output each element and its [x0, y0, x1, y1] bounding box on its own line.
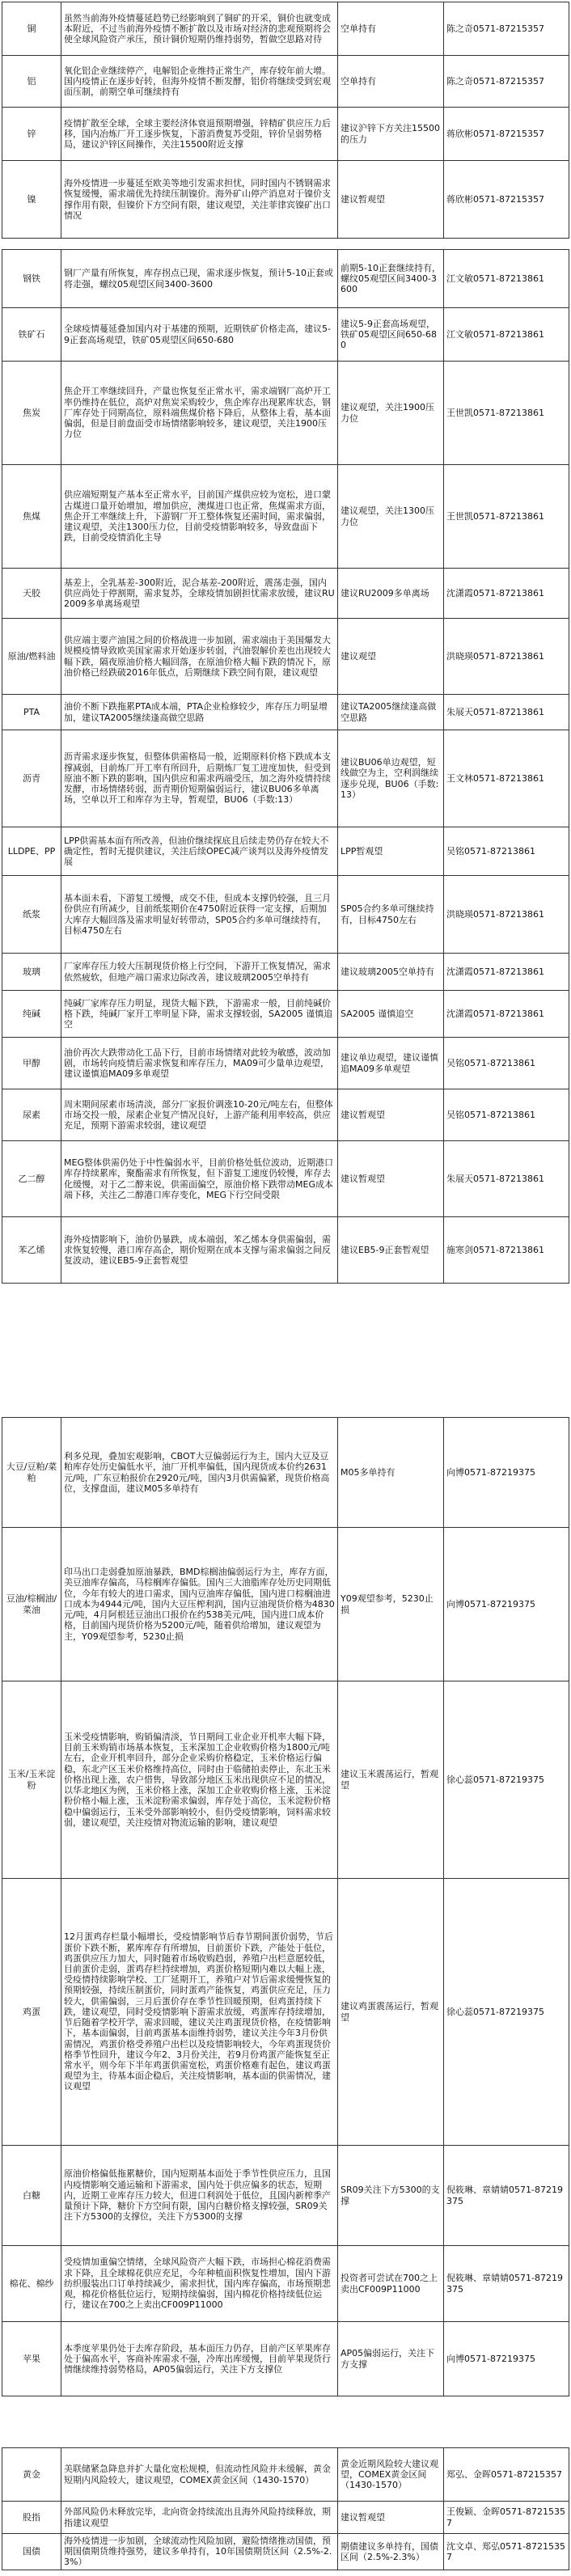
- commodity-name: 苯乙烯: [2, 1217, 61, 1284]
- table-row: [2, 108, 569, 161]
- commodity-name: 纸浆: [2, 876, 61, 954]
- commodity-name: 乙二醇: [2, 1141, 61, 1217]
- commodity-name: 玉米/玉米淀粉: [2, 1681, 61, 1879]
- table-row: [2, 308, 569, 362]
- table-row: [2, 2, 569, 56]
- strategy-view: 空单持有: [338, 56, 444, 108]
- commodity-name: 鸡蛋: [2, 1879, 61, 2146]
- strategy-view: 建议单边观望，建议谨慎追MA09多单观望: [338, 1038, 444, 1089]
- analyst-contact: 陈之奇0571-87215357: [444, 56, 569, 108]
- market-analysis: 厂家库存压力较大压制现货价格上行空间，下游开工恢复情况，需求依然疲软，但地产端口需求边际改善，建议玻璃2005空单持有: [61, 954, 338, 991]
- strategy-view: AP05偏弱运行，关注下方支撑: [338, 2322, 444, 2396]
- table-row: [2, 2322, 569, 2396]
- analyst-contact: 王文林0571-87213861: [444, 730, 569, 827]
- commodity-name: 镍: [2, 161, 61, 239]
- analyst-contact: 朱展天0571-87213861: [444, 695, 569, 730]
- table-row: [2, 1141, 569, 1217]
- strategy-view: 建议TA2005继续逢高做空思路: [338, 695, 444, 730]
- market-analysis: 钢厂产量有所恢复，库存拐点已现，需求逐步恢复，预计5-10正套或将走强，螺纹05观望区间3400-3600: [61, 250, 338, 308]
- analyst-contact: 徐心蕊0571-87219375: [444, 1681, 569, 1879]
- strategy-view: 空单持有: [338, 2, 444, 56]
- analyst-contact: 蒋欣彬0571-87215357: [444, 108, 569, 161]
- commodity-name: LLDPE、PP: [2, 827, 61, 876]
- table-row: [2, 695, 569, 730]
- strategy-view: 建议BU06单边观望，短线做空为主，空利润继续逐步兑现，BU06（手数:13）: [338, 730, 444, 827]
- strategy-view: 前期5-10正套继续持有，螺纹05观望区间3400-3600: [338, 250, 444, 308]
- market-analysis: 油价再次大跌带动化工品下行，目前市场情绪对此较为敏感，波动加剧，市场转向疫情后需求恢复和库存压力，MA09可少量单边观望，建议谨慎追MA09多单观望: [61, 1038, 338, 1089]
- strategy-view: 建议5-9正套高场观望，铁矿05观望区间650-680: [338, 308, 444, 362]
- black-chem-table: [2, 249, 569, 1284]
- analyst-contact: 蒋欣彬0571-87215357: [444, 161, 569, 239]
- table-row: [2, 1418, 569, 1528]
- table-row: [2, 2146, 569, 2246]
- commodity-name: 股指: [2, 2502, 61, 2534]
- table-row: [2, 1879, 569, 2146]
- strategy-view: 期债建议多单持有，国债区间（2.5%-2.3%）: [338, 2534, 444, 2570]
- commodity-name: 铁矿石: [2, 308, 61, 362]
- strategy-view: SP05合约多单可继续持有，目标4750左右: [338, 876, 444, 954]
- strategy-view: 黄金近期风险较大建议观望，COMEX黄金区间（1430-1570）: [338, 2448, 444, 2502]
- table-row: [2, 362, 569, 465]
- analyst-contact: 沈文卓、郑弘0571-87215357: [444, 2534, 569, 2570]
- market-analysis: 基差上，全乳基差-300附近，泥合基差-200附近，震荡走强，国内供应尚处于停割期，需求复苏，全球疫情加剧担忧需求放缓，建议RU2009多单离场观望: [61, 569, 338, 619]
- strategy-view: LPP暂观望: [338, 827, 444, 876]
- market-analysis: 疫情扩散至全球，全球主要经济体衰退预期增强，锌精矿供应压力后移，国内冶炼厂开工逐步恢复，下游消费复苏受阻，锌价呈弱势格局，建议沪锌区间操作，关注15500附近支撑: [61, 108, 338, 161]
- strategy-view: 建议观望，关注1900压力位: [338, 362, 444, 465]
- market-analysis: 海外疫情进一步蔓延至欧美等地引发需求担忧，同时国内不锈钢需求恢复缓慢，需求端优先持续压制镍价。海外矿山停产消息对于镍价支撑作用有限，但镍价下方空间有限，建议观望，关注菲律宾镍矿出口情况: [61, 161, 338, 239]
- table-row: [2, 1528, 569, 1681]
- agri-table: [2, 1417, 569, 2396]
- strategy-view: 建议鸡蛋震荡运行，暂观望: [338, 1879, 444, 2146]
- financial-table: [2, 2447, 569, 2570]
- analyst-contact: 朱展天0571-87213861: [444, 1141, 569, 1217]
- strategy-view: 建议暂观望: [338, 2502, 444, 2534]
- commodity-name: 铝: [2, 56, 61, 108]
- commodity-name: 纯碱: [2, 991, 61, 1038]
- analyst-contact: 向博0571-87219375: [444, 1528, 569, 1681]
- market-analysis: 全球疫情蔓延叠加国内对于基建的预期，近期铁矿价格走高，建议5-9正套高场观望，铁矿05观望区间650-680: [61, 308, 338, 362]
- table-row: [2, 1038, 569, 1089]
- analyst-contact: 王俊颖、金晖0571-87215357: [444, 2502, 569, 2534]
- analyst-contact: 吴铭0571-87213861: [444, 1089, 569, 1141]
- market-analysis: 纯碱厂家库存压力明显，现货大幅下跌，下游需求一般，目前纯碱价格下跌，纯碱厂家开工率明显下降，需求支撑较弱，SA2005 谨慎追空: [61, 991, 338, 1038]
- commodity-name: 沥青: [2, 730, 61, 827]
- table-row: [2, 619, 569, 695]
- table-row: [2, 56, 569, 108]
- market-analysis: 周末期间尿素市场清淡，部分厂家报价调涨10-20元/吨左右，但整体市场交投一般，尿素企业复产情况良好，上游产能利用率较高，供应充足，预期下游需求较弱，建议观望: [61, 1089, 338, 1141]
- strategy-view: 建议沪锌下方关注15500的压力: [338, 108, 444, 161]
- analyst-contact: 洪晓瑛0571-87213861: [444, 876, 569, 954]
- strategy-view: 建议玻璃2005空单持有: [338, 954, 444, 991]
- commodity-name: 国债: [2, 2534, 61, 2570]
- market-analysis: 12月蛋鸡存栏量小幅增长，受疫情影响节后春节期间蛋价弱势，节后蛋价下跌不断，累库库存有所增加，目前蛋价下跌，产能处于低位，鸡蛋供应压力加大，同时随着市场收购趋弱，养殖户出栏意愿较低，目前蛋价走弱，蛋鸡存栏持续增加，鸡蛋价格短期内难以大幅上涨，受疫情持续影响学校、工厂延期开工，养殖户对节后需求缓慢恢复的预期较强，持续压制蛋价，同时蛋鸡产能恢复，鸡蛋供应充足，压力较大，供需偏弱，三月后蛋价存在季节性回暖预期，但鸡蛋持续下跌，建议观望，同时受疫情影响下游需求放缓，鸡蛋库存持续增加，节后随着学校开学，需求回暖，建议关注鸡蛋现货价格，在疫情影响下，基本面偏弱，目前鸡蛋基本面维持弱势，建议关注今年3月份供需情况，鸡蛋价格受养殖户出栏以及疫情影响较大，今年鸡蛋现货价格季节性回升，建议今年2、3月份关注，若9月份鸡蛋产能恢复至正常水平，则今年下半年鸡蛋供需宽松，鸡蛋价格难有起色，建议鸡蛋观望为主，待基本面企稳后，关注疫情影响，基本面的供需情况，建议观望: [61, 1879, 338, 2146]
- strategy-view: 建议RU2009多单离场: [338, 569, 444, 619]
- commodity-name: 焦炭: [2, 362, 61, 465]
- analyst-contact: 沈潇霞0571-87213861: [444, 954, 569, 991]
- analyst-contact: 吴铭0571-87213861: [444, 827, 569, 876]
- market-analysis: 美联储紧急降息并扩大量化宽松规模，但流动性风险并未缓解，黄金短期内风险较大，建议观望，COMEX黄金区间（1430-1570）: [61, 2448, 338, 2502]
- commodity-name: 大豆/豆粕/菜粕: [2, 1418, 61, 1528]
- metals-table: [2, 2, 569, 239]
- commodity-name: 焦煤: [2, 465, 61, 569]
- analyst-contact: 倪筱琳、章婧婧0571-87219375: [444, 2246, 569, 2322]
- commodity-name: 天胶: [2, 569, 61, 619]
- market-analysis: 利多兑现，叠加宏观影响，CBOT大豆偏弱运行为主，国内大豆及豆粕库存处历史偏低水平，油厂开机率偏低，国内现货成本价约2631元/吨，广东豆粕报价在2920元/吨，国内3月供需偏紧，现货价格高位，支撑盘面，建议M05多单持有: [61, 1418, 338, 1528]
- market-analysis: 供应端主要产油国之间的价格战进一步加剧，需求端由于美国爆发大规模疫情导致欧美国家需求开始逐步转弱，汽油裂解价差也出现较大幅下跌，隔夜原油价格大幅回落，在原油价格大幅下跌的情况下，原油价格已经跌破2016年低点，后期继续下跌空间有限，建议观望: [61, 619, 338, 695]
- market-analysis: 基本面未看，下游复工缓慢，成交不佳，但成本支撑仍较强，且三月份供应有所减少，目前纸浆期价在4750附近获得一定支撑，后期加大库存大幅回落及需求明显好转带动，SP05合约多单可继续持有，目标4750左右: [61, 876, 338, 954]
- commodity-name: 玻璃: [2, 954, 61, 991]
- table-row: [2, 954, 569, 991]
- market-analysis: 外部风险仍未释放完毕，北向资金持续流出且海外风险持续释放，期指建议观望: [61, 2502, 338, 2534]
- commodity-name: 铜: [2, 2, 61, 56]
- table-row: [2, 2448, 569, 2502]
- market-analysis: 海外疫情影响下，油价仍暴跌，成本端弱，苯乙烯本身供需偏弱，需求恢复较慢，港口库存高企，期价短期在成本支撑与需求偏弱之间反复波动，建议EB5-9正套暂观望: [61, 1217, 338, 1284]
- analyst-contact: 洪晓瑛0571-87213861: [444, 619, 569, 695]
- commodity-name: 钢铁: [2, 250, 61, 308]
- analyst-contact: 王世凯0571-87213861: [444, 465, 569, 569]
- table-row: [2, 991, 569, 1038]
- table-row: [2, 876, 569, 954]
- market-analysis: 氧化铝企业继续停产，电解铝企业维持正常生产，库存较年前大增。国内疫情正在逐步好转，但海外疫情不断发酵，铝价将继续受到宏观面压制，前期空单可继续持有: [61, 56, 338, 108]
- table-row: [2, 569, 569, 619]
- strategy-view: 建议暂观望: [338, 161, 444, 239]
- strategy-view: M05多单持有: [338, 1418, 444, 1528]
- commodity-name: 尿素: [2, 1089, 61, 1141]
- strategy-view: 建议暂观望: [338, 1141, 444, 1217]
- table-row: [2, 1681, 569, 1879]
- analyst-contact: 倪筱琳、章婧婧0571-87219375: [444, 2146, 569, 2246]
- analyst-contact: 施寒剑0571-87213861: [444, 1217, 569, 1284]
- analyst-contact: 江文敏0571-87213861: [444, 308, 569, 362]
- commodity-name: 棉花、棉纱: [2, 2246, 61, 2322]
- market-analysis: 沥青需求逐步恢复，但整体供需格局一般，近期原料价格下跌成本支撑减弱，目前炼厂开工率有所回升，后期炼厂复工进度加快，但受到原油不断下跌的影响，国内供应和需求两端受压，加之海外疫情持续发酵，市场情绪转弱，沥青期价短期偏弱运行，建议BU06多单离场，空单以开工和库存为主导，暂观望，BU06（手数:13）: [61, 730, 338, 827]
- table-row: [2, 161, 569, 239]
- table-row: [2, 2502, 569, 2534]
- table-row: [2, 827, 569, 876]
- table-row: [2, 1217, 569, 1284]
- analyst-contact: 王世凯0571-87213861: [444, 362, 569, 465]
- strategy-view: 建议玉米震荡运行，暂观望: [338, 1681, 444, 1879]
- analyst-contact: 徐心蕊0571-87219375: [444, 1879, 569, 2146]
- table-row: [2, 730, 569, 827]
- market-analysis: 虽然当前海外疫情蔓延趋势已经影响到了铜矿的开采，铜价也就变成本附近，不过当前海外疫情不断扩散以及市场对经济的悲观预期将会使全球风险资产承压，预计铜价短期仍维持弱势，暂做空思路对待: [61, 2, 338, 56]
- commodity-name: 白糖: [2, 2146, 61, 2246]
- analyst-contact: 吴铭0571-87213861: [444, 1038, 569, 1089]
- market-analysis: 海外疫情进一步加剧，全球流动性风险加剧，避险情绪推动国债，预期国债期货维持强势，建议多单持有，10年国债期货区间（2.5%-2.3%）: [61, 2534, 338, 2570]
- market-analysis: MEG整体供需仍处于中性偏弱水平，目前价格处低位波动，近期港口库存持续累库，聚酯需求有所恢复，但下游复工速度仍较慢，库存去化缓慢，对于乙二醇来说，供需面偏空，原油价格下跌带动MEG成本端下移，关注乙二醇港口库存变化，MEG下行空间受限: [61, 1141, 338, 1217]
- commodity-name: 锌: [2, 108, 61, 161]
- commodity-name: 苹果: [2, 2322, 61, 2396]
- commodity-name: PTA: [2, 695, 61, 730]
- strategy-view: SR09关注下方5300的支撑: [338, 2146, 444, 2246]
- strategy-view: 建议观望: [338, 619, 444, 695]
- analyst-contact: 向博0571-87219375: [444, 2322, 569, 2396]
- table-row: [2, 2246, 569, 2322]
- strategy-view: 建议暂观望: [338, 1089, 444, 1141]
- commodity-name: 豆油/棕榈油/菜油: [2, 1528, 61, 1681]
- market-analysis: 本季度苹果仍处于去库存阶段，基本面压力仍存，目前产区苹果库存处于偏高水平，客商补库需求不强，冷库出库缓慢，目前苹果现货行情继续维持弱势格局，AP05偏弱运行，关注下方支撑位: [61, 2322, 338, 2396]
- market-analysis: 受疫情加重偏空情绪，全球风险资产大幅下跌，市场担心棉花消费需求下降，且全球棉花供应充足，今年种植面积恢复性增加，国内下游纺织服装出口订单持续减少，需求担忧，国内库存偏高，市场预期悲观，棉花价格低位运行，短期持续偏弱，国内棉花价格持续低位运行，建议在700之上卖出CF009P11000: [61, 2246, 338, 2322]
- strategy-view: 投资者可尝试在700之上卖出CF009P11000: [338, 2246, 444, 2322]
- market-analysis: 供应端短期复产基本至正常水平，目前国产煤供应较为宽松，进口蒙古煤进口量开始增加，增加供应，澳煤进口也正常，焦煤需求方面，焦企开工率继续上升，下游钢厂开工整体恢复还需时间，需求偏弱，建议观望，关注1300压力位，目前受疫情影响较多，导致盘面下跌，目前受疫情消化主导: [61, 465, 338, 569]
- commodity-name: 原油/燃料油: [2, 619, 61, 695]
- table-row: [2, 465, 569, 569]
- analyst-contact: 向博0571-87219375: [444, 1418, 569, 1528]
- analyst-contact: 江文敏0571-87213861: [444, 250, 569, 308]
- strategy-view: 建议EB5-9正套暂观望: [338, 1217, 444, 1284]
- market-analysis: 焦企开工率继续回升，产量也恢复至正常水平，需求端钢厂高炉开工率仍维持在低位，高炉对焦炭采购较少，焦企库存出现累库状态，钢厂库存处于同期高位，原料端焦煤价格下降后，从整体上看，基本面偏弱，但是目前盘面受市场情绪影响较多，建议观望，关注1900压力位: [61, 362, 338, 465]
- table-row: [2, 1089, 569, 1141]
- market-analysis: 油价不断下跌拖累PTA成本端，PTA企业检修较少，库存压力明显增加，建议TA2005继续逢高做空思路: [61, 695, 338, 730]
- table-row: [2, 250, 569, 308]
- analyst-contact: 郑弘、金晖0571-87215357: [444, 2448, 569, 2502]
- analyst-contact: 沈潇霞0571-87213861: [444, 991, 569, 1038]
- commodity-name: 黄金: [2, 2448, 61, 2502]
- analyst-contact: 沈潇霞0571-87213861: [444, 569, 569, 619]
- analyst-contact: 陈之奇0571-87215357: [444, 2, 569, 56]
- strategy-view: 建议观望，关注1300压力位: [338, 465, 444, 569]
- market-analysis: 印马出口走弱叠加原油暴跌，BMD棕榈油偏弱运行为主，库存方面，美豆油库存偏高，马棕榈库存偏低。国内三大油脂库存处历史同期低位，今年有较大的进口需求，国内豆油库存偏低，国内进口棕榈油进口成本为4944元/吨，国内大豆压榨利润，国内豆油现货价格为4830元/吨，4月阿根廷豆油出口报价在约538美元/吨，国内进口成本价格，目前国内现货价格为5200元/吨，随着供给增加，建议观望为主，Y09观望参考，5230止损: [61, 1528, 338, 1681]
- market-analysis: 玉米受疫情影响，购销偏清淡，节日期间工业企业开机率大幅下降，目前玉米购销市场基本恢复，玉米深加工企业收购价格为1800元/吨左右，企业开机率回升，部分企业采购价格稳定，玉米价格运行偏稳，东北产区玉米价格维持高位，同时由于临储拍卖停止，东北玉米价格出现上涨，农户惜售，导致部分地区玉米出现供应不足的情况，以华北地区为例，玉米价格上涨，深加工企业收购价格上涨，玉米淀粉价格小幅上涨，玉米淀粉需求偏弱，库存处于高位，玉米淀粉价格稳中偏弱运行，玉米受外部影响较小，但仍受疫情影响，饲料需求较弱，建议观望，关注疫情对物流运输的影响，建议观望: [61, 1681, 338, 1879]
- strategy-view: SA2005 谨慎追空: [338, 991, 444, 1038]
- market-analysis: 原油价格偏低拖累糖价，国内短期基本面处于季节性供应压力，且国内疫情影响交通运输和下游需求，国内处于供应偏多的状态，短期内，近期工业库存压力较大，但进口利润处于低位，且国内新榨季产量预计下降，糖价下方空间有限，国内白糖价格支撑较强，SR09关注下方5300的支撑位，关注下方5300的支撑: [61, 2146, 338, 2246]
- strategy-view: Y09观望参考，5230止损: [338, 1528, 444, 1681]
- commodity-name: 甲醇: [2, 1038, 61, 1089]
- table-row: [2, 2534, 569, 2570]
- market-analysis: LPP供需基本面有所改善，但油价继续探底且后续走势仍存在较大不确定性，暂时无提供建议，关注后续OPEC减产谈判以及海外疫情发展: [61, 827, 338, 876]
